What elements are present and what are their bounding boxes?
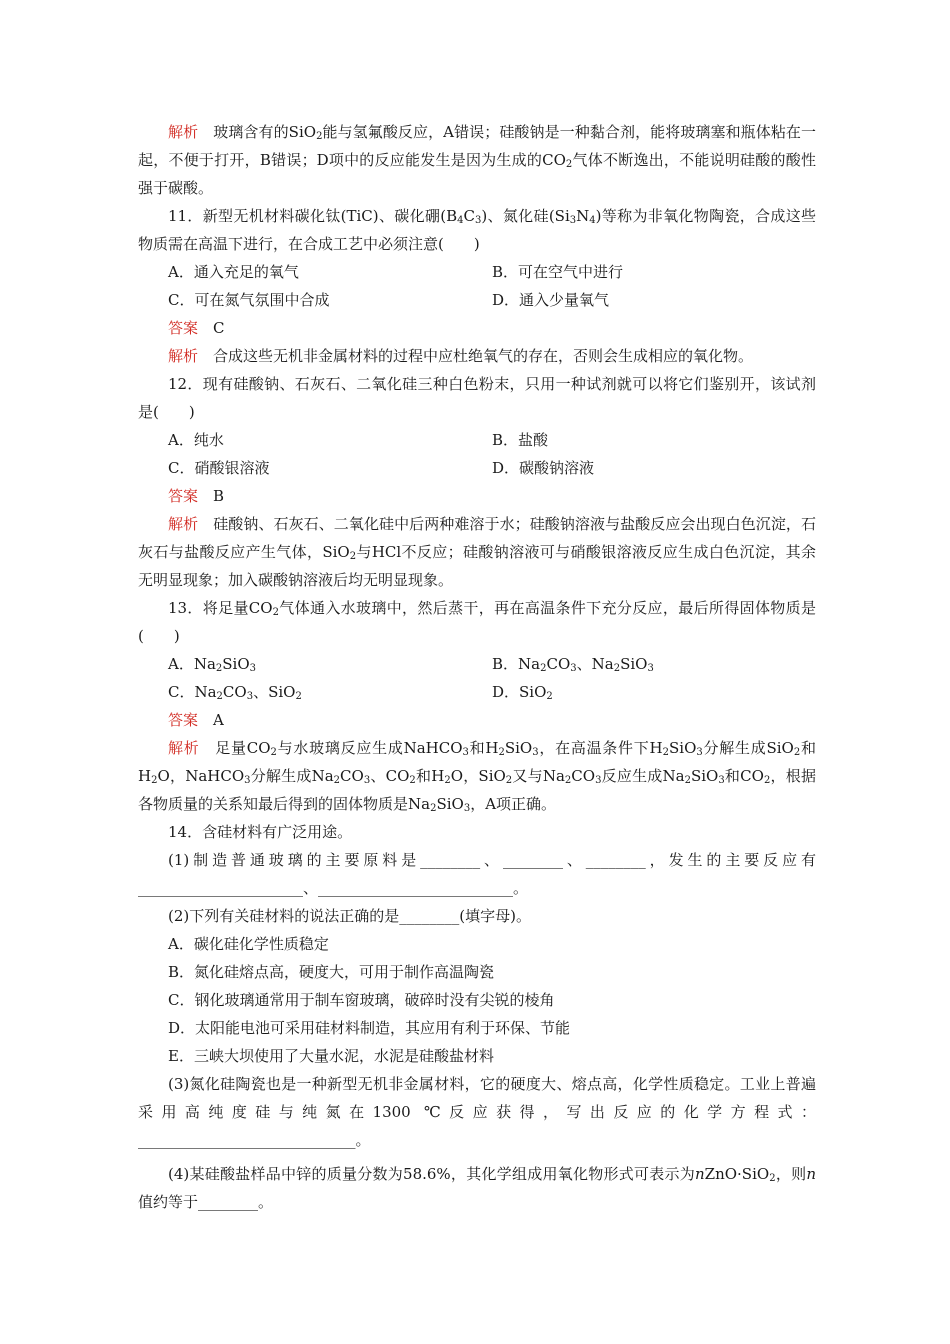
q11-option-d: D．通入少量氧气 <box>492 291 610 309</box>
q14-part-3: (3)氮化硅陶瓷也是一种新型无机非金属材料，它的硬度大、熔点高，化学性质稳定。工业上普遍采用高纯度硅与纯氮在1300 ℃反应获得，写出反应的化学方程式：_____________________________。 <box>138 1075 816 1149</box>
analysis-label: 解析 <box>168 739 200 757</box>
q12-option-a: A．纯水 <box>168 431 224 449</box>
analysis-label: 解析 <box>168 123 199 141</box>
answer-label: 答案 <box>168 487 199 505</box>
q14-part-2: (2)下列有关硅材料的说法正确的是________(填字母)。 <box>168 907 531 925</box>
q12-option-d: D．碳酸钠溶液 <box>492 459 595 477</box>
q14-option-e: E．三峡大坝使用了大量水泥，水泥是硅酸盐材料 <box>168 1047 494 1065</box>
q11-analysis: 解析 合成这些无机非金属材料的过程中应杜绝氧气的存在，否则会生成相应的氧化物。 <box>168 347 754 365</box>
q11-options-row-2 <box>138 286 816 314</box>
answer-label: 答案 <box>168 711 199 729</box>
q14-option-d: D．太阳能电池可采用硅材料制造，其应用有利于环保、节能 <box>168 1019 571 1037</box>
q13-option-c: C．$Na_2CO_3$、SiO$_2$ <box>168 683 302 702</box>
q13-options-row-2 <box>138 678 816 706</box>
q11-answer: 答案 C <box>168 319 225 337</box>
document-page <box>138 118 816 1216</box>
q12-option-c: C．硝酸银溶液 <box>168 459 270 477</box>
q12-options-row-2 <box>138 454 816 482</box>
q13-option-b: B．$Na_2CO_3$、$Na_2SiO_3$ <box>492 655 654 674</box>
q13-stem: 13．将足量$CO_2$气体通入水玻璃中，然后蒸干，再在高温条件下充分反应，最后所得固体物质是( ) <box>138 599 816 645</box>
q13-answer: 答案 A <box>168 711 224 729</box>
q13-option-d: D．SiO$_2$ <box>492 683 553 702</box>
q12-answer: 答案 B <box>168 487 225 505</box>
q13-analysis: 解析 足量$CO_2$与水玻璃反应生成NaHCO$_3$和$H_2SiO_3$，在高温条件下$H_2SiO_3$分解生成SiO$_2$和$H_2O$，NaHCO$_3$分解生成$Na_2CO_3$、$CO_2$和$H_2O$，SiO$_2$又与$Na_2CO_3$反应生成$Na_2SiO_3$和$CO_2$，根据各物质量的关系知最后得到的固体物质是$Na_2SiO_3$，A项正确。 <box>138 739 816 814</box>
q14-option-c: C．钢化玻璃通常用于制车窗玻璃，破碎时没有尖锐的棱角 <box>168 991 555 1009</box>
q12-stem: 12．现有硅酸钠、石灰石、二氧化硅三种白色粉末，只用一种试剂就可以将它们鉴别开，该试剂是( ) <box>138 375 816 421</box>
q14-stem: 14．含硅材料有广泛用途。 <box>168 823 353 841</box>
q11-option-b: B．可在空气中进行 <box>492 263 624 281</box>
q13-option-a: A．$Na_2SiO_3$ <box>168 655 257 674</box>
q14-option-a: A．碳化硅化学性质稳定 <box>168 935 329 953</box>
q11-options-row-1 <box>138 258 816 286</box>
q10-analysis: 解析 玻璃含有的SiO$_2$能与氢氟酸反应，A错误；硅酸钠是一种黏合剂，能将玻璃塞和瓶体粘在一起，不便于打开，B错误；D项中的反应能发生是因为生成的$CO_2$气体不断逸出，不能说明硅酸的酸性强于碳酸。 <box>138 123 816 197</box>
q11-option-c: C．可在氮气氛围中合成 <box>168 291 330 309</box>
q13-options-row-1 <box>138 650 816 678</box>
q11-stem: 11．新型无机材料碳化钛(TiC)、碳化硼$(B_4C_3)$、氮化硅$(Si_3N_4)$等称为非氧化物陶瓷，合成这些物质需在高温下进行，在合成工艺中必须注意( ) <box>138 207 817 253</box>
answer-label: 答案 <box>168 319 199 337</box>
q11-option-a: A．通入充足的氧气 <box>168 263 299 281</box>
q14-part-1: (1)制造普通玻璃的主要原料是________、________、________，发生的主要反应有______________________、__________________________。 <box>138 851 816 897</box>
q12-options-row-1 <box>138 426 816 454</box>
q12-analysis: 解析 硅酸钠、石灰石、二氧化硅中后两种难溶于水；硅酸钠溶液与盐酸反应会出现白色沉淀，石灰石与盐酸反应产生气体，SiO$_2$与HCl不反应；硅酸钠溶液可与硝酸银溶液反应生成白色沉淀，其余无明显现象；加入碳酸钠溶液后均无明显现象。 <box>138 515 817 589</box>
q14-part-4: (4)某硅酸盐样品中锌的质量分数为58.6%，其化学组成用氧化物形式可表示为nZnO·SiO$_2$，则n值约等于________。 <box>138 1165 816 1211</box>
q12-option-b: B．盐酸 <box>492 431 549 449</box>
analysis-label: 解析 <box>168 347 199 365</box>
analysis-label: 解析 <box>168 515 199 533</box>
q14-option-b: B．氮化硅熔点高，硬度大，可用于制作高温陶瓷 <box>168 963 495 981</box>
